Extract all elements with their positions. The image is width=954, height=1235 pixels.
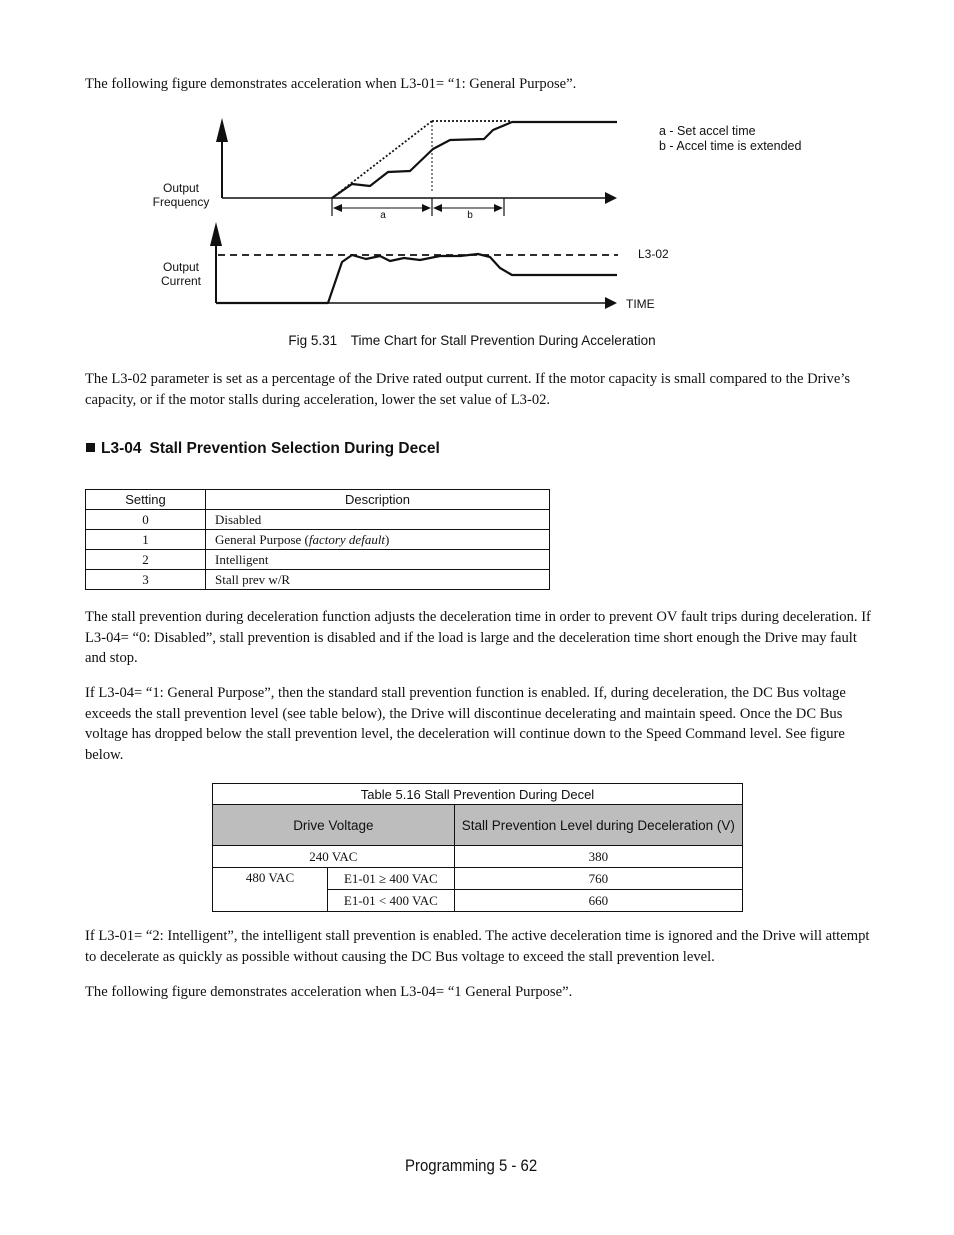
header-stall-level: Stall Prevention Level during Deceleration (V)	[454, 805, 742, 846]
table-row	[86, 510, 550, 530]
bullet-square-icon	[86, 443, 95, 452]
table-row	[86, 570, 550, 590]
setting-value: 3	[86, 570, 206, 590]
table-row	[86, 550, 550, 570]
intelligent-paragraph: If L3-01= “2: Intelligent”, the intelligent stall prevention is enabled. The active deceleration time is ignored and the Drive will attempt to decelerate as quickly as possible without causing the DC Bus voltage to exceed the stall prevention level.	[85, 928, 870, 965]
header-setting: Setting	[86, 490, 206, 510]
section-heading	[86, 440, 440, 458]
dim-b-arrow-right	[494, 204, 503, 212]
page-footer: Programming 5 - 62	[405, 1156, 538, 1175]
section-code: L3-04	[101, 440, 142, 457]
decel-paragraph: The stall prevention during deceleration function adjusts the deceleration time in order to prevent OV fault trips during deceleration. If L3-04= “0: Disabled”, stall prevention is disabled and if the load is large and the deceleration time short enough the Drive may fault and stop.	[85, 609, 871, 666]
curr-label-line1: Output	[162, 260, 200, 274]
setting-description: Disabled	[206, 510, 550, 530]
table-row	[213, 868, 743, 890]
level-240: 380	[454, 846, 742, 868]
header-drive-voltage: Drive Voltage	[213, 805, 455, 846]
output-current-curve	[216, 254, 617, 303]
setting-value: 0	[86, 510, 206, 530]
marker-a: a	[380, 210, 386, 221]
level-label: L3-02	[638, 247, 669, 261]
curr-x-arrow	[605, 297, 617, 309]
condition-480-high: E1-01 ≥ 400 VAC	[327, 868, 454, 890]
marker-b: b	[467, 210, 473, 221]
setting-value: 2	[86, 550, 206, 570]
curr-y-arrow	[210, 222, 222, 246]
level-480-low: 660	[454, 890, 742, 912]
setting-description: Intelligent	[206, 550, 550, 570]
voltage-240: 240 VAC	[213, 846, 455, 868]
dim-b-arrow-left	[433, 204, 442, 212]
factory-default-note: factory default	[308, 531, 386, 547]
setting-description: Stall prev w/R	[206, 570, 550, 590]
freq-y-arrow	[216, 118, 228, 142]
table-caption: Table 5.16 Stall Prevention During Decel	[213, 784, 743, 805]
dim-a-arrow-right	[422, 204, 431, 212]
condition-480-low: E1-01 < 400 VAC	[327, 890, 454, 912]
settings-table	[85, 489, 550, 590]
intro-paragraph: The following figure demonstrates acceleration when L3-01= “1: General Purpose”.	[85, 76, 577, 92]
voltage-480: 480 VAC	[213, 868, 328, 890]
table-row	[213, 890, 743, 912]
legend-b: b - Accel time is extended	[659, 139, 802, 153]
caption-text: Time Chart for Stall Prevention During Acceleration	[350, 333, 656, 348]
setting-value: 1	[86, 530, 206, 550]
table-row	[86, 530, 550, 550]
voltage-480-continued	[213, 890, 328, 912]
freq-label-line2: Frequency	[152, 195, 210, 209]
table-header-row	[86, 490, 550, 510]
freq-x-arrow	[605, 192, 617, 204]
dim-a-arrow-left	[333, 204, 342, 212]
curr-label-line2: Current	[160, 274, 202, 288]
setting-description: General Purpose (factory default)	[206, 530, 550, 550]
following-figure-paragraph: The following figure demonstrates acceleration when L3-04= “1 General Purpose”.	[85, 984, 573, 1000]
freq-label-line1: Output	[162, 181, 200, 195]
figure-caption	[0, 333, 954, 348]
general-purpose-paragraph: If L3-04= “1: General Purpose”, then the standard stall prevention function is enabled. If, during deceleration, the DC Bus voltage exceeds the stall prevention level (see table below), the Drive will discontinue decelerating and maintain speed. Once the DC Bus voltage has dropped below the stall prevention level, the deceleration will continue down to the Speed Command level. See figure below.	[85, 685, 846, 763]
level-480-high: 760	[454, 868, 742, 890]
extended-accel-line	[332, 122, 617, 198]
stall-prevention-table	[212, 783, 743, 912]
table-row	[213, 846, 743, 868]
l3-02-paragraph: The L3-02 parameter is set as a percentage of the Drive rated output current. If the motor capacity is small compared to the Drive’s capacity, or if the motor stalls during acceleration, lower the set value of L3-02.	[85, 371, 851, 408]
time-label: TIME	[626, 297, 655, 311]
header-description: Description	[206, 490, 550, 510]
caption-number: Fig 5.31	[288, 333, 338, 348]
legend-a: a - Set accel time	[659, 124, 756, 138]
section-title: Stall Prevention Selection During Decel	[149, 440, 440, 457]
stall-accel-time-chart	[0, 0, 954, 330]
